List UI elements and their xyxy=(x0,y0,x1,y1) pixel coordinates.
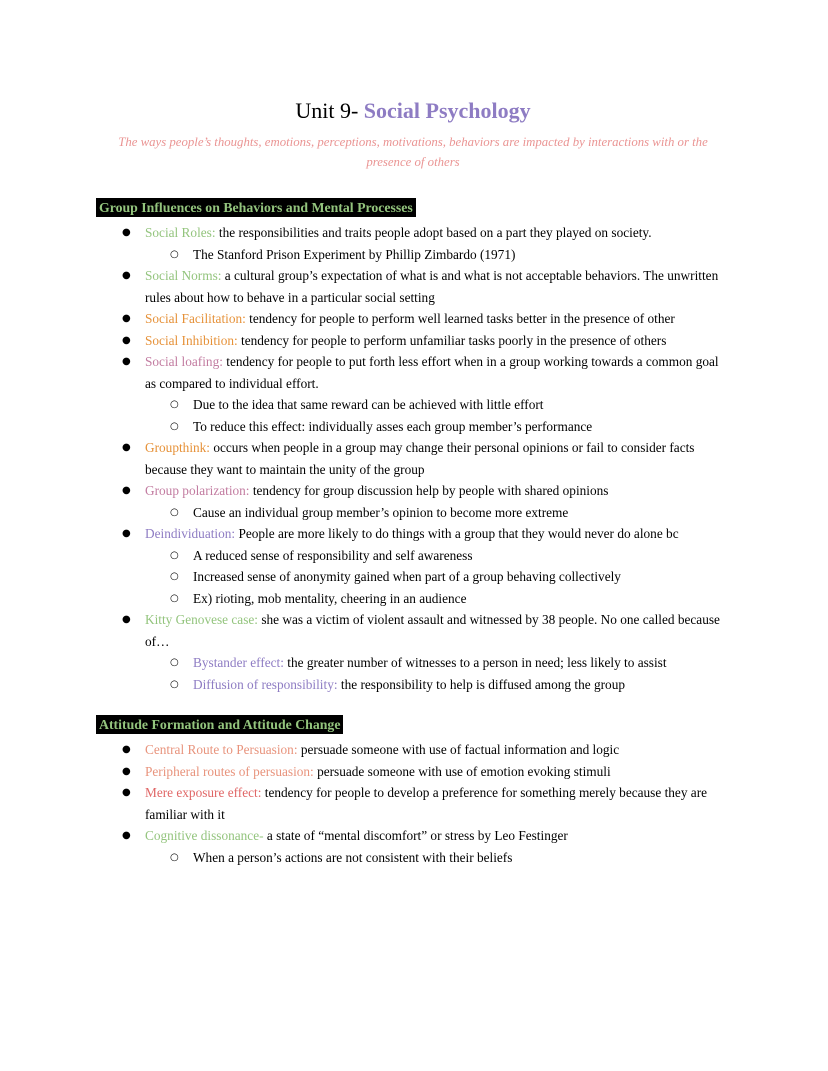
term-label: Groupthink: xyxy=(145,440,214,455)
item-text: The Stanford Prison Experiment by Phillip Zimbardo (1971) xyxy=(193,246,516,262)
filled-bullet-icon: ● xyxy=(122,313,131,324)
filled-bullet-icon: ● xyxy=(122,442,131,453)
item-text: Cognitive dissonance- a state of “mental discomfort” or stress by Leo Festinger xyxy=(145,828,568,843)
list-item xyxy=(96,566,730,588)
list-item xyxy=(96,308,730,330)
hollow-bullet-icon: ○ xyxy=(170,571,179,582)
term-label: Cognitive dissonance- xyxy=(145,828,267,843)
hollow-bullet-icon: ○ xyxy=(170,851,179,863)
item-text: Deindividuation: People are more likely to do things with a group that they would never do alone bc xyxy=(145,526,679,541)
item-text: Social Facilitation: tendency for people to perform well learned tasks better in the presence of other xyxy=(145,311,675,326)
term-label: Central Route to Persuasion: xyxy=(145,742,301,757)
hollow-bullet-icon: ○ xyxy=(170,549,179,561)
bullet-list xyxy=(96,739,730,868)
filled-bullet-icon: ● xyxy=(122,356,131,367)
item-text: Due to the idea that same reward can be achieved with little effort xyxy=(193,397,544,412)
term-label: Mere exposure effect: xyxy=(145,785,265,800)
filled-bullet-icon: ● xyxy=(122,744,131,755)
hollow-bullet-icon: ○ xyxy=(170,399,179,410)
hollow-bullet-icon: ○ xyxy=(170,420,179,432)
filled-bullet-icon: ● xyxy=(122,614,131,625)
term-label: Social Norms: xyxy=(145,268,225,283)
list-item xyxy=(96,847,730,869)
hollow-bullet-icon: ○ xyxy=(170,678,179,690)
item-text: When a person’s actions are not consistent with their beliefs xyxy=(193,849,513,865)
list-item xyxy=(96,739,730,761)
section-heading: Attitude Formation and Attitude Change xyxy=(96,715,343,734)
item-text: Peripheral routes of persuasion: persuade someone with use of emotion evoking stimuli xyxy=(145,763,611,779)
sections-container xyxy=(96,198,730,868)
item-text: Mere exposure effect: tendency for people to develop a preference for something merely because they are familiar with it xyxy=(145,785,708,822)
item-text: Social Norms: a cultural group’s expectation of what is and what is not acceptable behaviors. The unwritten rules about how to behave in a particular social setting xyxy=(145,268,719,305)
item-text: Social Inhibition: tendency for people to perform unfamiliar tasks poorly in the presence of others xyxy=(145,332,667,348)
item-text: A reduced sense of responsibility and self awareness xyxy=(193,547,473,563)
title-emphasis: Social Psychology xyxy=(363,98,531,123)
item-text: Diffusion of responsibility: the responsibility to help is diffused among the group xyxy=(193,676,625,692)
item-text: Social loafing: tendency for people to put forth less effort when in a group working towards a common goal as compared to individual effort. xyxy=(145,354,719,391)
filled-bullet-icon: ● xyxy=(122,227,131,238)
list-item xyxy=(96,545,730,567)
hollow-bullet-icon: ○ xyxy=(170,248,179,260)
list-item xyxy=(96,416,730,438)
list-item xyxy=(96,351,730,394)
item-text: Bystander effect: the greater number of witnesses to a person in need; less likely to assist xyxy=(193,655,667,670)
list-item xyxy=(96,480,730,502)
list-item xyxy=(96,674,730,696)
term-label: Social Inhibition: xyxy=(145,332,242,348)
list-item xyxy=(96,265,730,308)
filled-bullet-icon: ● xyxy=(122,787,131,798)
hollow-bullet-icon: ○ xyxy=(170,592,179,604)
term-label: Group polarization: xyxy=(145,483,253,498)
hollow-bullet-icon: ○ xyxy=(170,657,179,668)
item-text: Central Route to Persuasion: persuade someone with use of factual information and logic xyxy=(145,742,620,757)
hollow-bullet-icon: ○ xyxy=(170,506,179,518)
filled-bullet-icon: ● xyxy=(122,270,131,281)
list-item xyxy=(96,523,730,545)
item-text: Social Roles: the responsibilities and traits people adopt based on a part they played on society. xyxy=(145,225,652,240)
term-label: Diffusion of responsibility: xyxy=(193,676,341,692)
filled-bullet-icon: ● xyxy=(122,765,131,777)
list-item xyxy=(96,330,730,352)
list-item xyxy=(96,782,730,825)
list-item xyxy=(96,222,730,244)
filled-bullet-icon: ● xyxy=(122,830,131,841)
filled-bullet-icon: ● xyxy=(122,334,131,346)
section-heading: Group Influences on Behaviors and Mental Processes xyxy=(96,198,416,217)
list-item xyxy=(96,502,730,524)
item-text: To reduce this effect: individually asses each group member’s performance xyxy=(193,418,593,434)
item-text: Group polarization: tendency for group discussion help by people with shared opinions xyxy=(145,483,609,498)
term-label: Deindividuation: xyxy=(145,526,239,541)
list-item xyxy=(96,437,730,480)
item-text: Cause an individual group member’s opinion to become more extreme xyxy=(193,504,569,520)
term-label: Social Facilitation: xyxy=(145,311,250,326)
title-prefix: Unit 9- xyxy=(295,98,364,123)
list-item xyxy=(96,244,730,266)
list-item xyxy=(96,825,730,847)
item-text: Ex) rioting, mob mentality, cheering in an audience xyxy=(193,590,467,606)
term-label: Social loafing: xyxy=(145,354,227,369)
list-item xyxy=(96,761,730,783)
bullet-list xyxy=(96,222,730,695)
item-text: Increased sense of anonymity gained when part of a group behaving collectively xyxy=(193,569,621,584)
list-item xyxy=(96,394,730,416)
section xyxy=(96,715,730,868)
term-label: Bystander effect: xyxy=(193,655,288,670)
list-item xyxy=(96,609,730,652)
filled-bullet-icon: ● xyxy=(122,528,131,539)
filled-bullet-icon: ● xyxy=(122,485,131,496)
page-title xyxy=(96,97,730,124)
list-item xyxy=(96,588,730,610)
page-subtitle: The ways people’s thoughts, emotions, perceptions, motivations, behaviors are impacted by interactions with or the presence of others xyxy=(118,135,708,169)
item-text: Kitty Genovese case: she was a victim of violent assault and witnessed by 38 people. No one called because of… xyxy=(145,612,720,649)
item-text: Groupthink: occurs when people in a group may change their personal opinions or fail to consider facts because they want to maintain the unity of the group xyxy=(145,440,695,477)
term-label: Peripheral routes of persuasion: xyxy=(145,763,318,779)
list-item xyxy=(96,652,730,674)
section xyxy=(96,198,730,695)
term-label: Kitty Genovese case: xyxy=(145,612,262,627)
term-label: Social Roles: xyxy=(145,225,219,240)
